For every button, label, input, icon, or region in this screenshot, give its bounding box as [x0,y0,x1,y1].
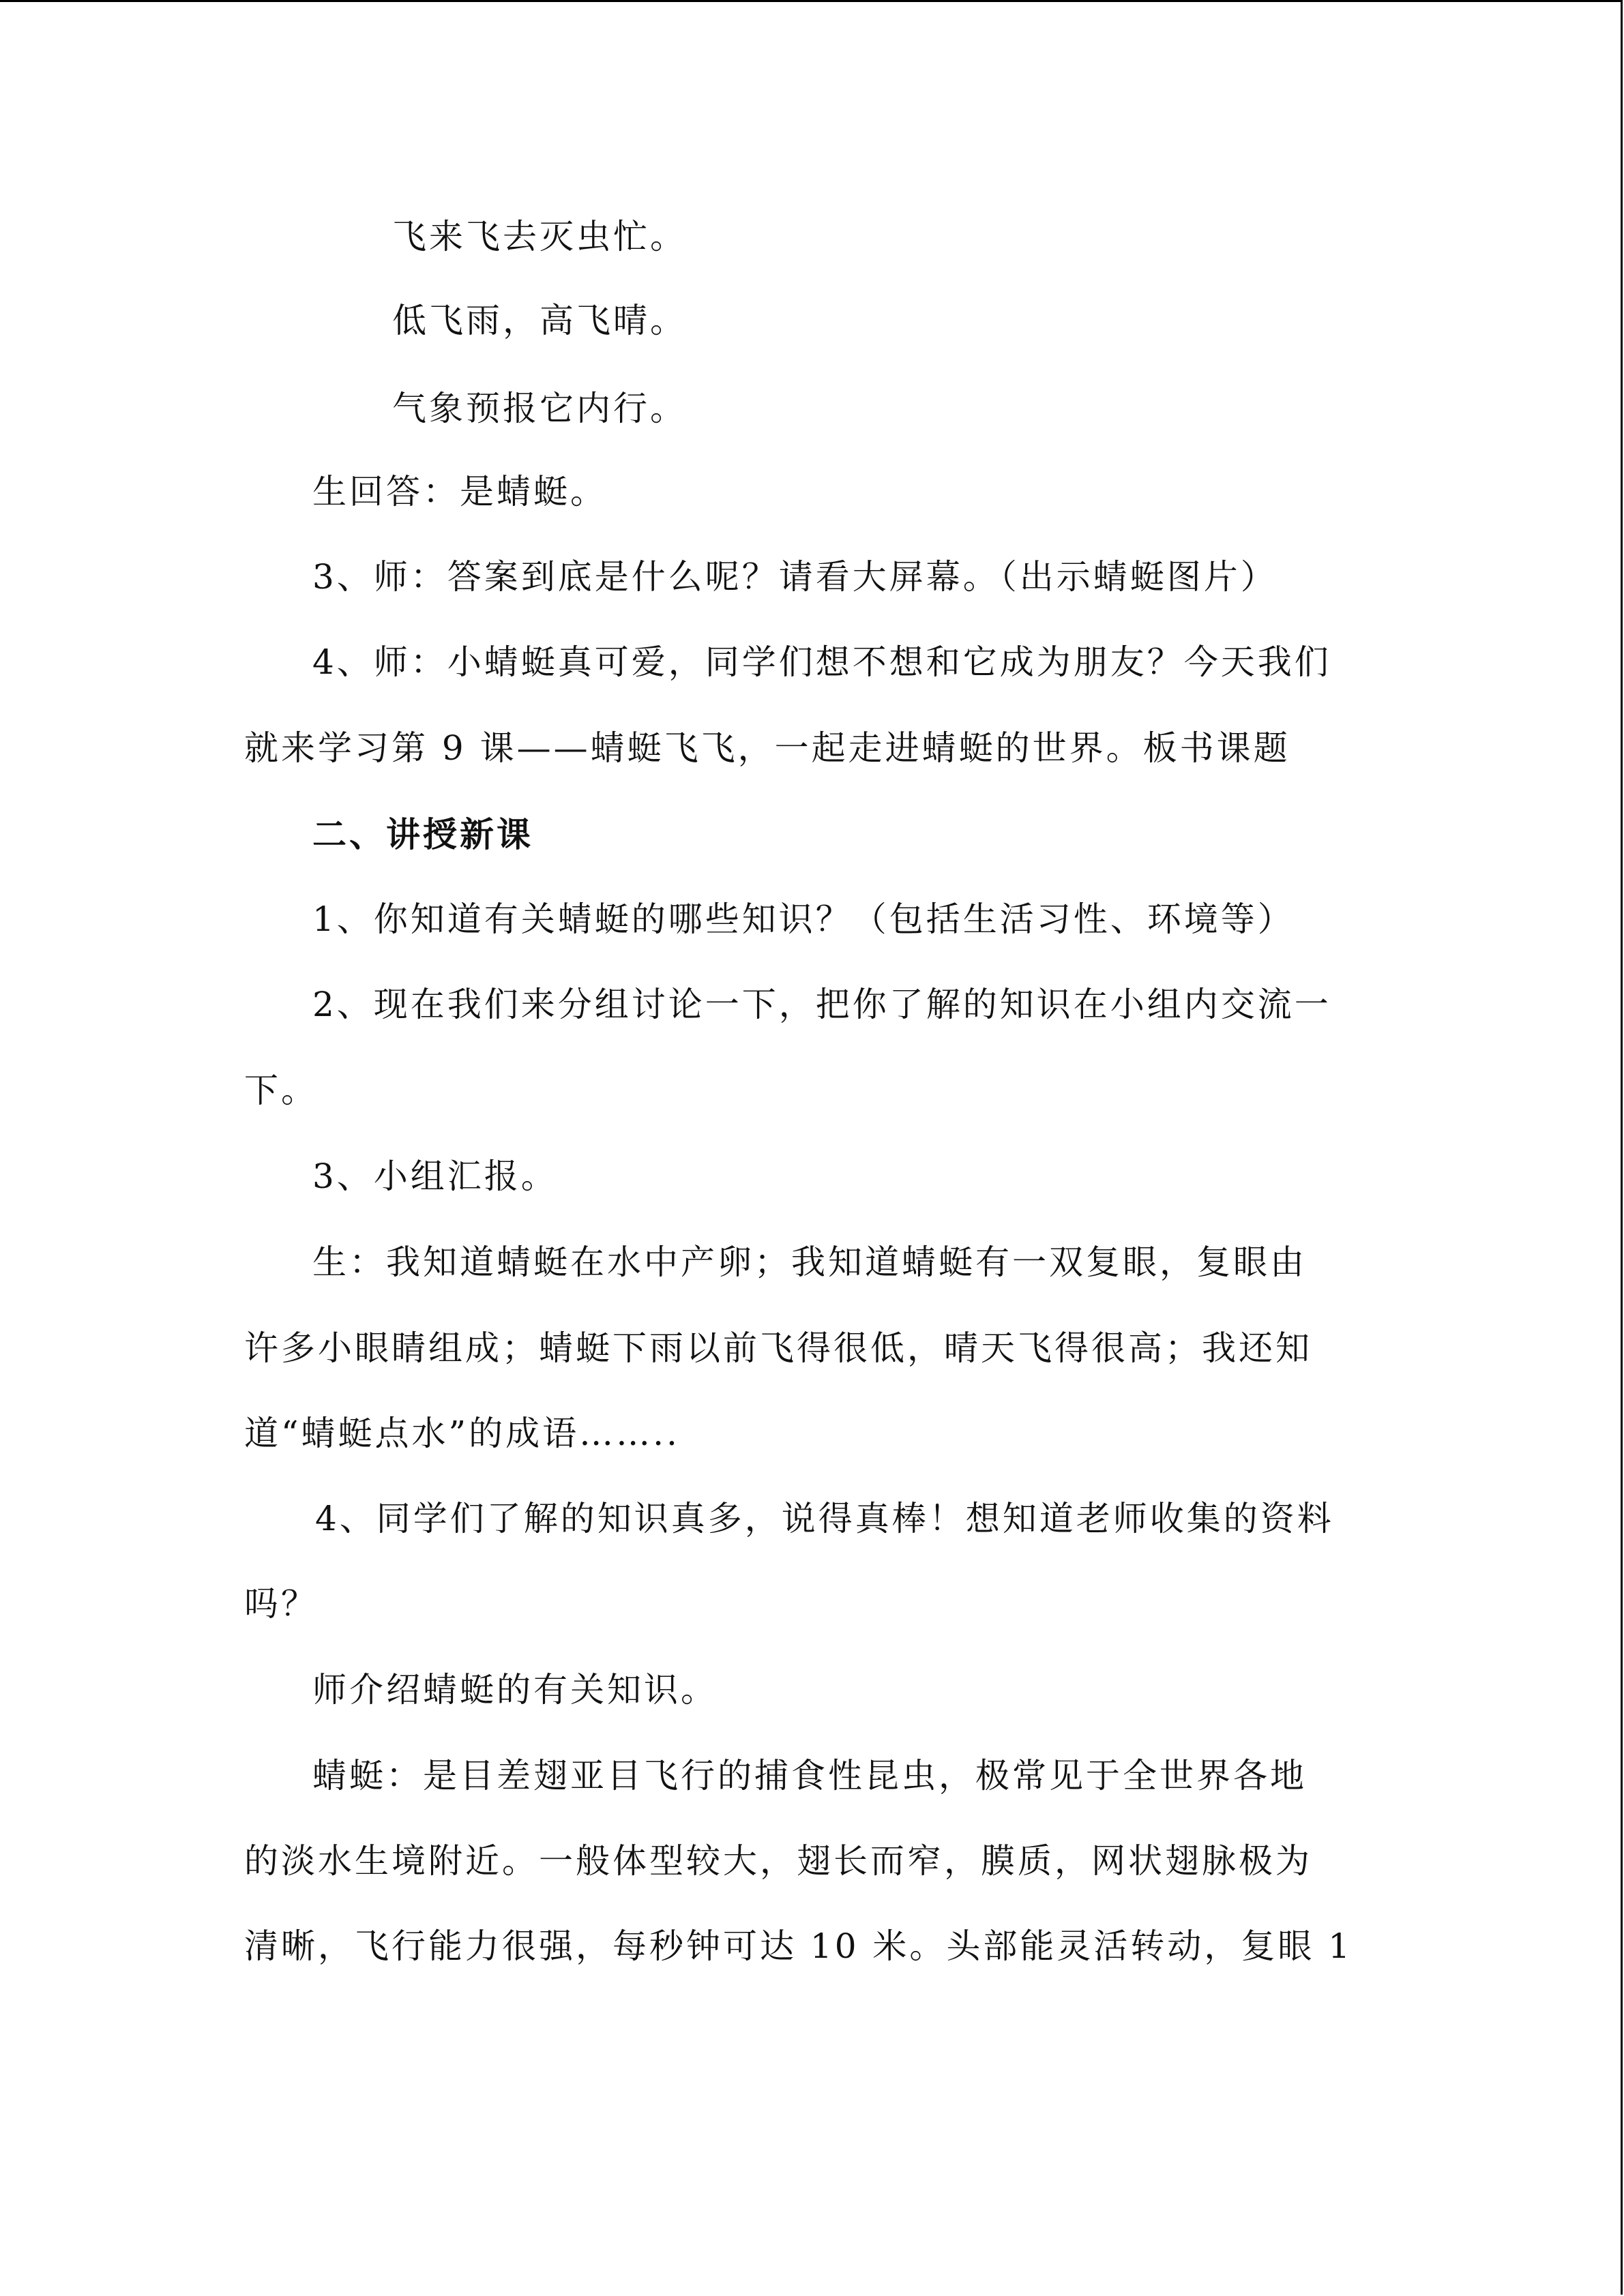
student-report-line-3: 道“蜻蜓点水”的成语…….. [244,1414,680,1453]
poem-line-1: 飞来飞去灭虫忙。 [392,217,687,256]
question-2-line-2: 下。 [244,1071,318,1110]
step-3-paragraph: 3、师：答案到底是什么呢？请看大屏幕。（出示蜻蜓图片） [312,557,1278,597]
section-heading: 二、讲授新课 [312,814,533,854]
step-4-paragraph-line-1: 4、师：小蜻蜓真可爱，同学们想不想和它成为朋友？今天我们 [312,642,1331,682]
item-4-line-2: 吗？ [244,1584,318,1624]
poem-line-3: 气象预报它内行。 [392,389,687,428]
question-2-line-1: 2、现在我们来分组讨论一下，把你了解的知识在小组内交流一 [312,985,1331,1024]
dragonfly-info-line-1: 蜻蜓：是目差翅亚目飞行的捕食性昆虫，极常见于全世界各地 [312,1756,1307,1795]
student-report-line-1: 生：我知道蜻蜓在水中产卵；我知道蜻蜓有一双复眼，复眼由 [312,1242,1307,1282]
question-1: 1、你知道有关蜻蜓的哪些知识？（包括生活习性、环境等） [312,899,1295,939]
student-answer: 生回答：是蜻蜓。 [312,472,607,511]
step-4-paragraph-line-2: 就来学习第 9 课——蜻蜓飞飞，一起走进蜻蜓的世界。板书课题 [244,728,1290,768]
item-3: 3、小组汇报。 [312,1157,558,1196]
poem-line-2: 低飞雨，高飞晴。 [392,301,687,340]
student-report-line-2: 许多小眼睛组成；蜻蜓下雨以前飞得很低，晴天飞得很高；我还知 [244,1328,1312,1368]
dragonfly-info-line-2: 的淡水生境附近。一般体型较大，翅长而窄，膜质，网状翅脉极为 [244,1841,1312,1881]
item-4-line-1: 4、同学们了解的知识真多，说得真棒！想知道老师收集的资料 [315,1499,1334,1538]
dragonfly-info-line-3: 清晰，飞行能力很强，每秒钟可达 10 米。头部能灵活转动，复眼 1 [244,1926,1353,1966]
teacher-intro: 师介绍蜻蜓的有关知识。 [312,1670,718,1710]
